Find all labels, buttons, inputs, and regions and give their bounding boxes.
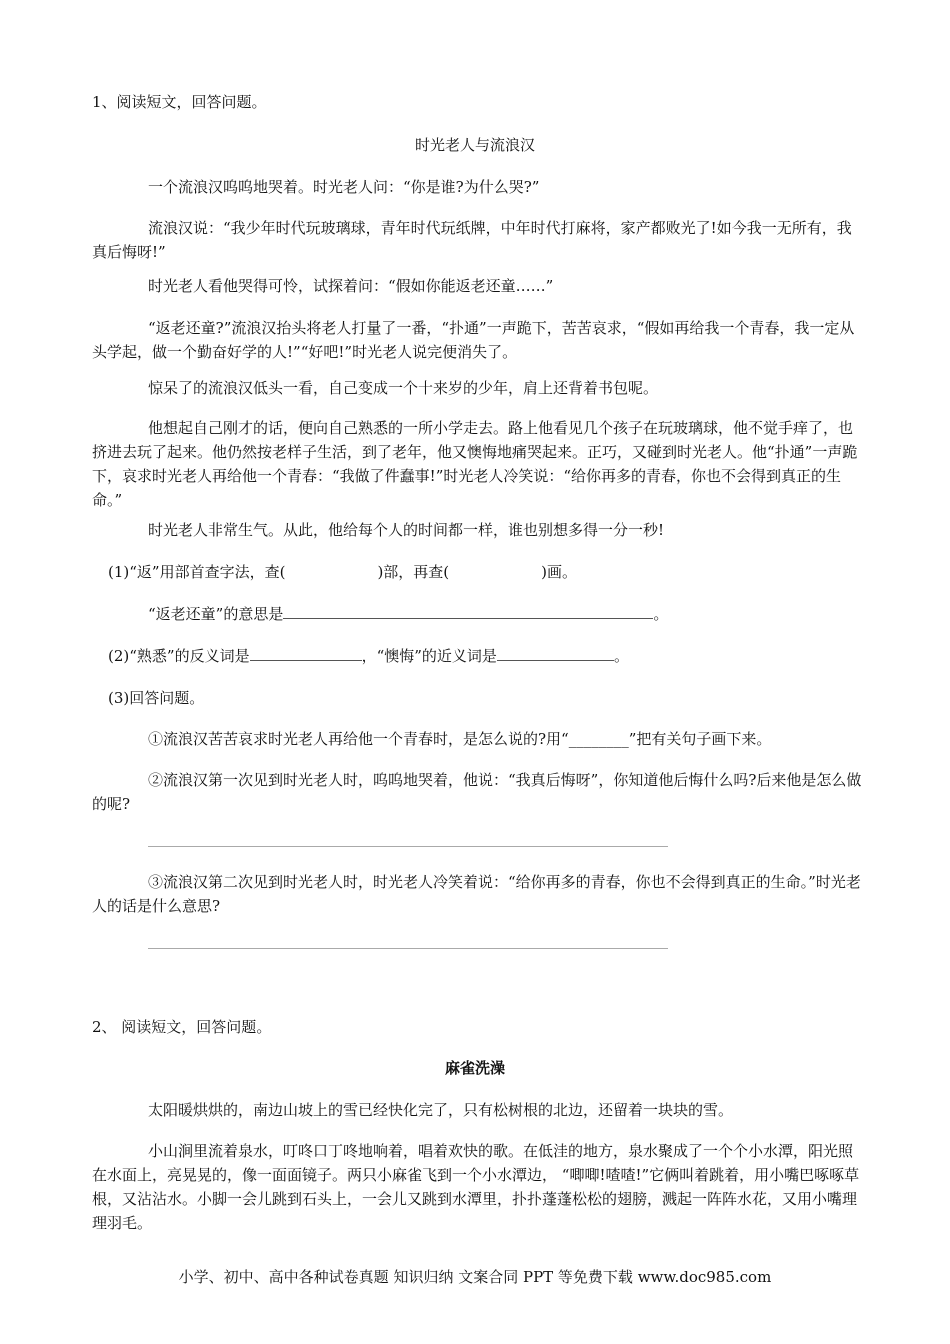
sub-question-1-meaning: “返老还童”的意思是 。 bbox=[148, 602, 918, 626]
page-footer: 小学、初中、高中各种试卷真题 知识归纳 文案合同 PPT 等免费下载 www.doc985.com bbox=[178, 1268, 772, 1286]
passage-1-paragraph: 他想起自己刚才的话，便向自己熟悉的一所小学走去。路上他看见几个孩子在玩玻璃球，他不觉手痒了，也挤进去玩了起来。他仍然按老样子生活，到了老年，他又懊悔地痛哭起来。正巧，又碰到时光老人。他“扑通”一声跪下，哀求时光老人再给他一个青春：“我做了件蠢事!”时光老人冷笑说：“给你再多的青春，你也不会得到真正的生命。” bbox=[92, 419, 858, 509]
sub-question-3-2: ②流浪汉第一次见到时光老人时，呜呜地哭着，他说：“我真后悔呀”，你知道他后悔什么吗?后来他是怎么做的呢? bbox=[92, 771, 862, 813]
sub-question-2: (2)“熟悉”的反义词是 ，“懊悔”的近义词是 。 bbox=[108, 644, 878, 668]
sub-question-3-3: ③流浪汉第二次见到时光老人时，时光老人冷笑着说：“给你再多的青春，你也不会得到真正的生命。”时光老人的话是什么意思? bbox=[92, 873, 861, 915]
passage-1-paragraph: 一个流浪汉呜呜地哭着。时光老人问：“你是谁?为什么哭?” bbox=[148, 178, 540, 196]
stroke-count-answer-blank[interactable] bbox=[449, 561, 541, 577]
synonym-answer-blank[interactable] bbox=[497, 644, 614, 661]
passage-1-paragraph: 时光老人看他哭得可怜，试探着问：“假如你能返老还童……” bbox=[148, 277, 554, 295]
antonym-answer-blank[interactable] bbox=[250, 644, 362, 661]
meaning-answer-blank[interactable] bbox=[283, 602, 653, 619]
sub-question-1: (1)“返”用部首查字法，查( )部，再查( )画。 bbox=[108, 563, 578, 581]
answer-line[interactable] bbox=[148, 948, 668, 949]
radical-answer-blank[interactable] bbox=[285, 561, 377, 577]
passage-1-paragraph: 流浪汉说：“我少年时代玩玻璃球，青年时代玩纸牌，中年时代打麻将，家产都败光了!如今我一无所有，我真后悔呀!” bbox=[92, 219, 852, 261]
passage-2-title: 麻雀洗澡 bbox=[444, 1059, 505, 1077]
sub-question-3: (3)回答问题。 bbox=[108, 689, 205, 707]
question-1-header: 1、阅读短文，回答问题。 bbox=[92, 93, 267, 111]
passage-1-paragraph: “返老还童?”流浪汉抬头将老人打量了一番，“扑通”一声跪下，苦苦哀求，“假如再给我一个青春，我一定从头学起，做一个勤奋好学的人!”“好吧!”时光老人说完便消失了。 bbox=[92, 319, 855, 361]
passage-1-title: 时光老人与流浪汉 bbox=[414, 136, 535, 154]
passage-1-paragraph: 惊呆了的流浪汉低头一看，自己变成一个十来岁的少年，肩上还背着书包呢。 bbox=[148, 379, 659, 397]
passage-1-paragraph: 时光老人非常生气。从此，他给每个人的时间都一样，谁也别想多得一分一秒! bbox=[148, 521, 665, 539]
answer-line[interactable] bbox=[148, 846, 668, 847]
passage-2-paragraph: 太阳暖烘烘的，南边山坡上的雪已经快化完了，只有松树根的北边，还留着一块块的雪。 bbox=[148, 1101, 734, 1119]
question-2-header: 2、 阅读短文，回答问题。 bbox=[92, 1018, 272, 1036]
passage-2-paragraph: 小山涧里流着泉水，叮咚口丁咚地响着，唱着欢快的歌。在低洼的地方，泉水聚成了一个个小水潭，阳光照在水面上，亮晃晃的，像一面面镜子。两只小麻雀飞到一个小水潭边， “唧唧!喳喳!”它俩叫着跳着，用小嘴巴啄啄草根，又沾沾水。小脚一会儿跳到石头上，一会儿又跳到水潭里，扑扑蓬蓬松松的翅膀，溅起一阵阵水花，又用小嘴理理羽毛。 bbox=[92, 1142, 860, 1232]
underline-mark: ________ bbox=[568, 730, 629, 748]
sub-question-3-1: ①流浪汉苦苦哀求时光老人再给他一个青春时，是怎么说的?用“________”把有关句子画下来。 bbox=[148, 730, 772, 748]
